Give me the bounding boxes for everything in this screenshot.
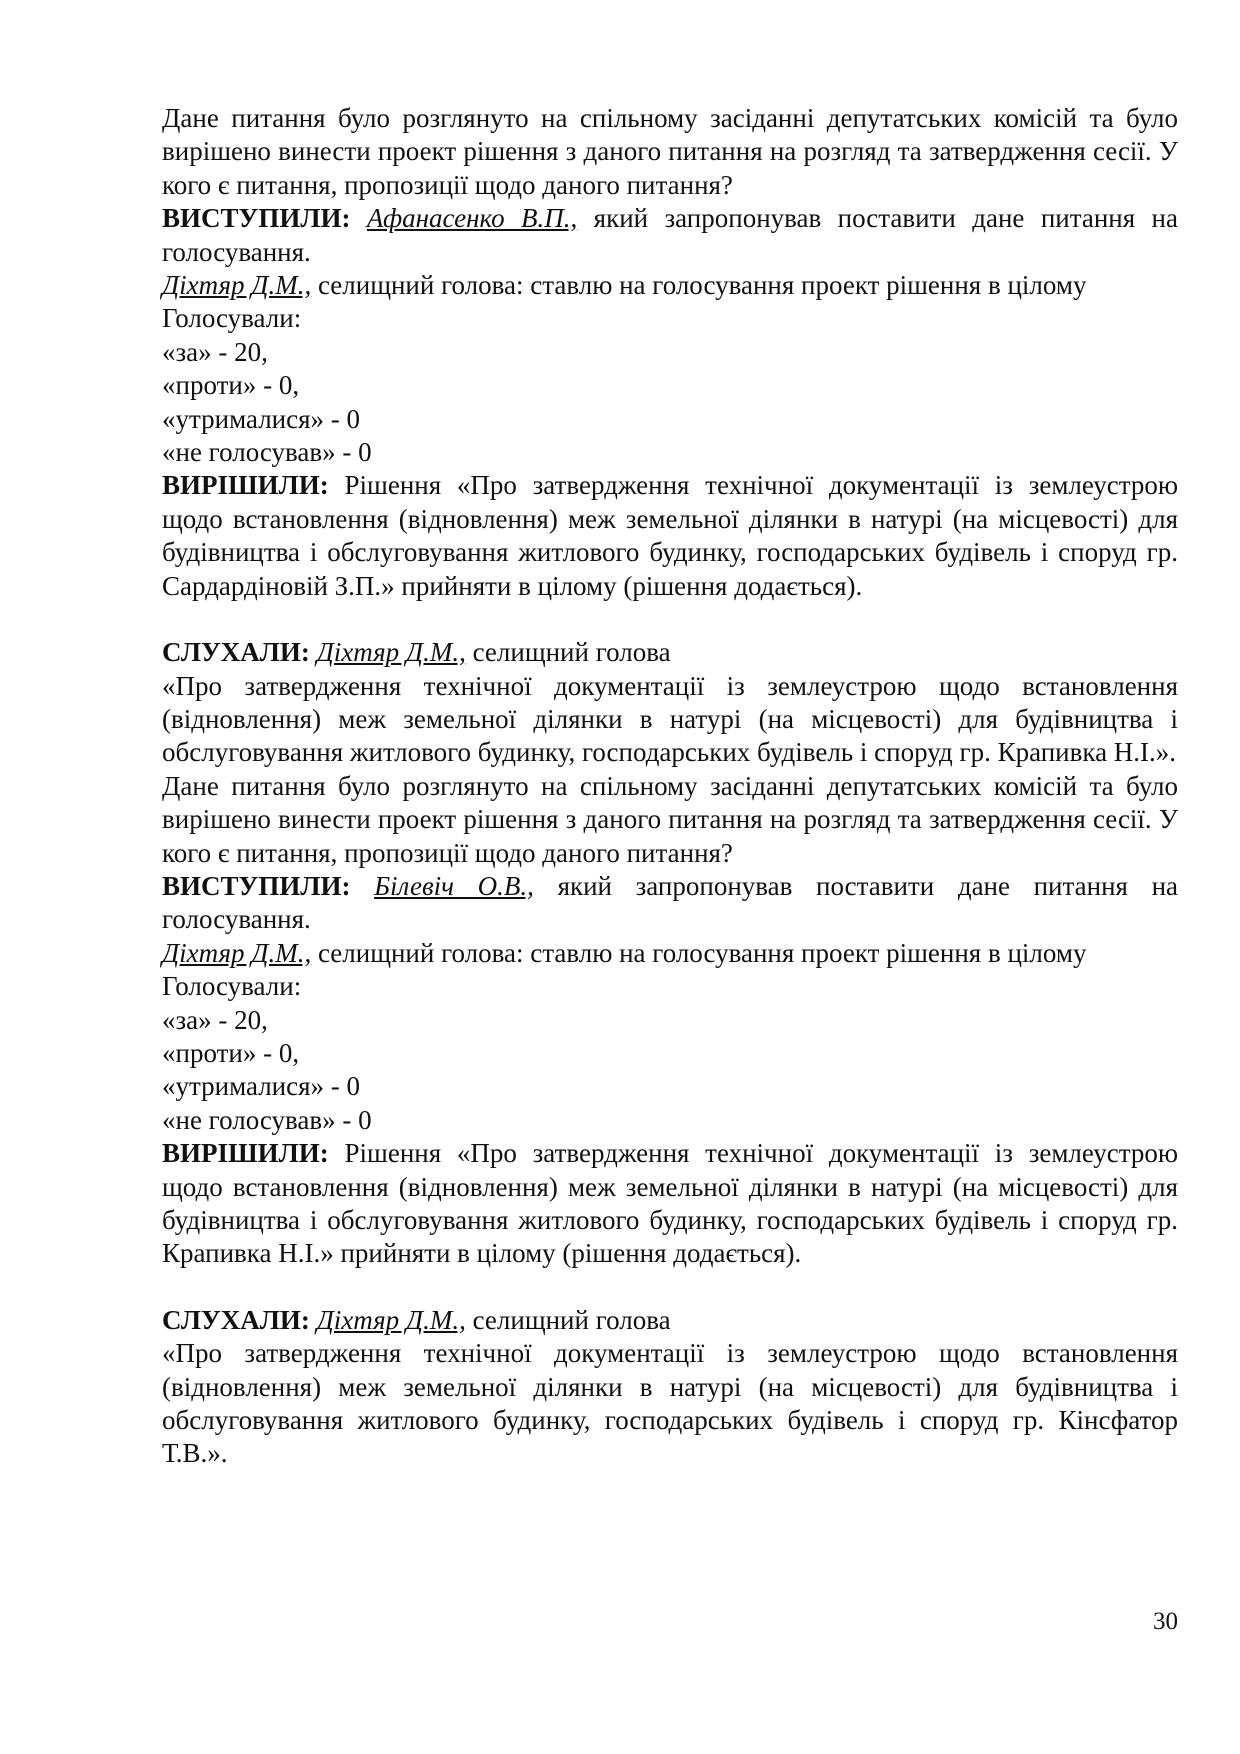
topic-paragraph: «Про затвердження технічної документації із землеустрою щодо встановлення (відновлення) меж земельної ділянки в натурі (на місцевості) для будівництва і обслуговування житлового будинку, господарських будівель і споруд гр. Крапивка Н.І.». [162, 670, 1178, 768]
heard-name: Діхтяр Д.М., [316, 637, 466, 668]
decision-paragraph [162, 469, 1178, 603]
decision-paragraph [162, 1137, 1178, 1271]
chair-paragraph [162, 937, 1178, 970]
vote-abstained: «утрималися» - 0 [162, 1071, 361, 1102]
spoke-paragraph [162, 870, 1178, 937]
chair-name: Діхтяр Д.М., [162, 937, 312, 968]
agenda-item-3 [162, 1304, 1178, 1471]
heard-label: СЛУХАЛИ: [162, 637, 310, 668]
chair-paragraph [162, 269, 1178, 302]
spoke-paragraph [162, 202, 1178, 269]
page-number: 30 [1153, 1608, 1178, 1635]
spoke-text: який запропонував поставити дане питання на голосування. [162, 870, 1179, 935]
decided-text: Рішення «Про затвердження технічної документації із землеустрою щодо встановлення (відновлення) меж земельної ділянки в натурі (на місцевості) для будівництва і обслуговування житлового будинку, господарських будівель і споруд гр. Крапивка Н.І.» прийняти в цілому (рішення додається). [162, 1138, 1178, 1269]
speaker-name: Афанасенко В.П., [366, 203, 578, 234]
voted-label: Голосували: [162, 971, 302, 1002]
vote-against: «проти» - 0, [162, 370, 300, 401]
section-gap [162, 603, 1178, 636]
chair-name: Діхтяр Д.М., [162, 270, 312, 301]
discussion-paragraph: Дане питання було розглянуто на спільному засіданні депутатських комісій та було вирішено винести проект рішення з даного питання на розгляд та затвердження сесії. У кого є питання, пропозиції щодо даного питання? [162, 770, 1178, 868]
heard-name: Діхтяр Д.М., [316, 1304, 466, 1335]
topic-paragraph: «Про затвердження технічної документації із землеустрою щодо встановлення (відновлення) меж земельної ділянки в натурі (на місцевості) для будівництва і обслуговування житлового будинку, господарських будівель і споруд гр. Кінсфатор Т.В.». [162, 1338, 1178, 1469]
spoke-label: ВИСТУПИЛИ: [162, 203, 351, 234]
heard-paragraph [162, 1304, 1178, 1337]
heard-paragraph [162, 636, 1178, 669]
chair-text: селищний голова: ставлю на голосування проект рішення в цілому [311, 270, 1087, 301]
vote-for: «за» - 20, [162, 336, 268, 367]
agenda-item-2 [162, 636, 1178, 1271]
heard-role: селищний голова [465, 1304, 671, 1335]
decided-label: ВИРІШИЛИ: [162, 470, 329, 501]
chair-text: селищний голова: ставлю на голосування проект рішення в цілому [311, 937, 1087, 968]
vote-abstained: «утрималися» - 0 [162, 403, 361, 434]
decided-label: ВИРІШИЛИ: [162, 1138, 329, 1169]
heard-label: СЛУХАЛИ: [162, 1304, 310, 1335]
heard-role: селищний голова [465, 637, 671, 668]
voted-label: Голосували: [162, 303, 302, 334]
speaker-name: Білевіч О.В., [374, 870, 534, 901]
document-page [162, 102, 1178, 1471]
vote-not-voted: «не голосував» - 0 [162, 437, 372, 468]
agenda-item-1 [162, 102, 1178, 603]
discussion-paragraph: Дане питання було розглянуто на спільному засіданні депутатських комісій та було вирішено винести проект рішення з даного питання на розгляд та затвердження сесії. У кого є питання, пропозиції щодо даного питання? [162, 103, 1178, 200]
vote-for: «за» - 20, [162, 1004, 268, 1035]
vote-not-voted: «не голосував» - 0 [162, 1104, 372, 1135]
spoke-label: ВИСТУПИЛИ: [162, 870, 351, 901]
decided-text: Рішення «Про затвердження технічної документації із землеустрою щодо встановлення (відновлення) меж земельної ділянки в натурі (на місцевості) для будівництва і обслуговування житлового будинку, господарських будівель і споруд гр. Сардардіновій З.П.» прийняти в цілому (рішення додається). [162, 470, 1178, 601]
section-gap [162, 1271, 1178, 1304]
spoke-text: який запропонував поставити дане питання на голосування. [162, 203, 1178, 267]
vote-against: «проти» - 0, [162, 1037, 300, 1068]
